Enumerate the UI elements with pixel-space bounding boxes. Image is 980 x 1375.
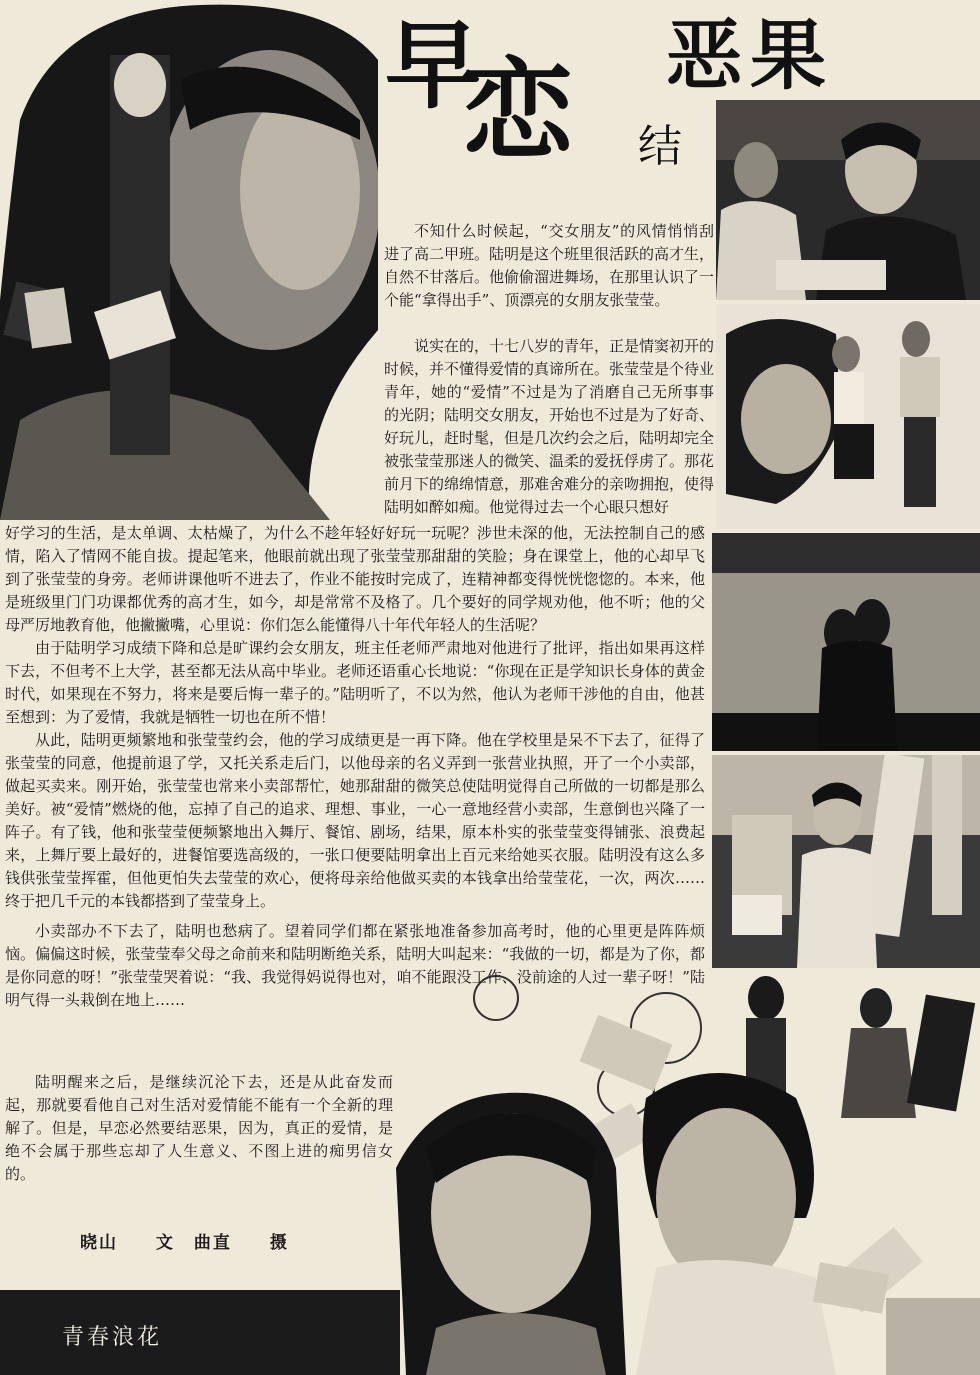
title-bad-fruit: 恶果 — [666, 11, 834, 100]
title-early-love — [385, 10, 585, 175]
article-paragraph-1: 不知什么时候起，“交女朋友”的风情悄悄刮进了高二甲班。陆明是这个班里很活跃的高才生，自然不甘落后。他偷偷溜进舞场，在那里认识了一个能“拿得出手”、顶漂亮的女朋友张莹莹。 — [384, 222, 715, 309]
article-paragraph-2-start: 说实在的，十七八岁的青年，正是情窦初开的时候，并不懂得爱情的真谛所在。张莹莹是个待业青年，她的“爱情”不过是为了消磨自己无所事事的光阴；陆明交女朋友，开始也不过是为了好奇、好玩儿，赶时髦，但是几次约会之后，陆明却完全被张莹莹那迷人的微笑、温柔的爱抚俘虏了。那花前月下的绵绵情意，那难舍难分的亲吻拥抱，使得陆明如醉如痴。他觉得过去一个心眼只想好 — [384, 337, 715, 516]
column-footer-bar — [0, 1290, 400, 1375]
photo-couple-dancing — [716, 304, 980, 529]
column-name: 青春浪花 — [62, 1325, 163, 1350]
article-body-main: 好学习的生活，是太单调、太枯燥了，为什么不趁年轻好好玩一玩呢？涉世未深的他，无法控制自己的感情，陷入了情网不能自拔。提起笔来，他眼前就出现了张莹莹那甜甜的笑脸；身在课堂上，他的心却早飞到了张莹莹的身旁。老师讲课他听不进去了，作业不能按时完成了，连精神都变得恍恍惚惚的。本来，他是班级里门门功课都优秀的高才生，如今，却是常常不及格了。几个要好的同学规劝他，他不听；他的父母严厉地教育他，他撇撇嘴，心里说：你们怎么能懂得八十年代年轻人的生活呢？ 由于陆明学习成绩下降和总是旷课约会女朋友，班主任老师严肃地对他进行了批评，指出如果再这样下去，不但考不上大学，甚至都无法从高中毕业。老师还语重心长地说：“你现在正是学知识长身体的黄金时代，如果现在不努力，将来是要后悔一辈子的。”陆明听了，不以为然，他认为老师干涉他的自由，他甚至想到：为了爱情，我就是牺牲一切也在所不惜！ 从此，陆明更频繁地和张莹莹约会，他的学习成绩更是一再下降。他在学校里是呆不下去了，征得了张莹莹的同意，他提前退了学，又托关系走后门，以他母亲的名义弄到一张营业执照，开了一个小卖部，做起买卖来。刚开始，张莹莹也常来小卖部帮忙，她那甜甜的微笑总使陆明觉得自己所做的一切都是那么美好。被“爱情”燃烧的他，忘掉了自己的追求、理想、事业，一心一意地经营小卖部，生意倒也兴隆了一阵子。有了钱，他和张莹莹便频繁地出入舞厅、餐馆、剧场，结果，原本朴实的张莹莹变得铺张、浪费起来，上舞厅要上最好的，进餐馆要选高级的，一张口便要陆明拿出上百元来给她买衣服。陆明没有这么多钱供张莹莹挥霍，但他更怕失去莹莹的欢心，便将母亲给他做买卖的本钱拿出给莹莹花，一次，两次……终于把几千元的本钱都搭到了莹莹身上。 — [5, 524, 705, 910]
collage-photo-girl-portrait — [0, 0, 378, 520]
author-photographer-credit: 晓山 文 曲直 摄 — [80, 1233, 289, 1253]
collage-photo-couple-and-money — [396, 968, 980, 1375]
photo-couple-embracing — [712, 533, 980, 751]
photo-boys-reading — [716, 100, 980, 300]
title-char-bear: 结 — [638, 121, 682, 172]
article-paragraph-6: 陆明醒来之后，是继续沉沦下去，还是从此奋发而起，那就要看他自己对生活对爱情能不能有一个全新的理解了。但是，早恋必然要结恶果，因为，真正的爱情，是绝不会属于那些忘却了人生意义、不图上进的痴男信女的。 — [5, 1073, 393, 1183]
photo-boy-shop-stall — [712, 755, 980, 968]
article-paragraph-5: 小卖部办不下去了，陆明也愁病了。望着同学们都在紧张地准备参加高考时，他的心里更是阵阵烦恼。偏偏这时候，张莹莹奉父母之命前来和陆明断绝关系，陆明大叫起来：“我做的一切，都是为了你，都是你同意的呀！”张莹莹哭着说：“我、我觉得妈说得也对，咱不能跟没工作、没前途的人过一辈子呀！”陆明气得一头栽倒在地上…… — [5, 922, 705, 1009]
title-char-early: 早 — [385, 10, 481, 122]
title-char-love: 恋 — [463, 47, 573, 175]
